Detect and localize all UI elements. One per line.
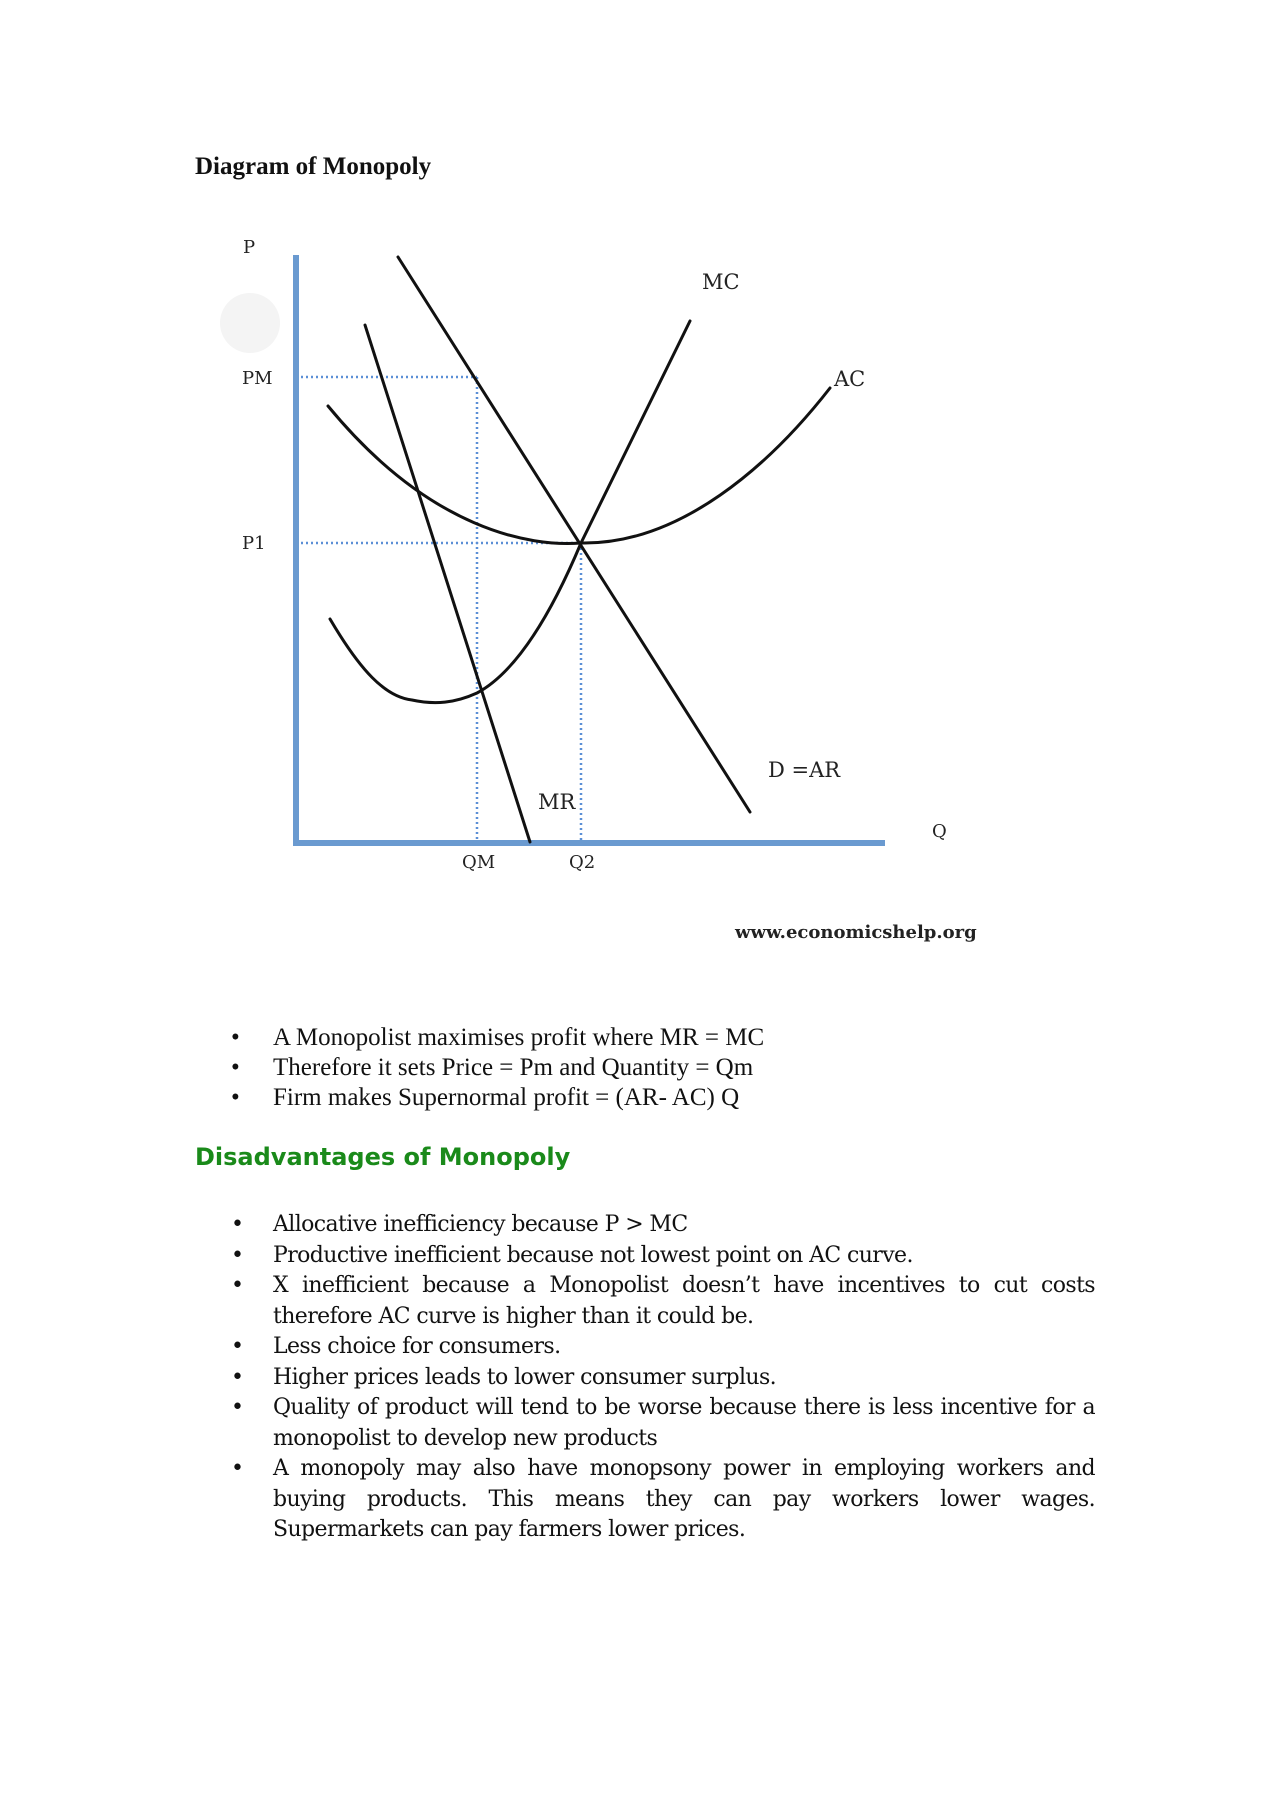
disadvantages-bullet-list [195, 1210, 1095, 1546]
mr-curve [365, 325, 530, 842]
list-item: • Therefore it sets Price = Pm and Quantity = Qm [231, 1054, 754, 1081]
mc-label: MC [702, 270, 740, 294]
document-title: Diagram of Monopoly [195, 153, 432, 180]
demand-ar-label: D =AR [768, 758, 841, 782]
p1-label: P1 [242, 533, 266, 554]
list-item: • A monopoly may also have monopsony power in employing workers and buying products. This means they can pay workers lower wages. Supermarkets can pay farmers lower prices. [231, 1456, 1095, 1542]
list-item: • X inefficient because a Monopolist doesn’t have incentives to cut costs therefore AC curve is higher than it could be. [231, 1273, 1095, 1329]
list-item: • Quality of product will tend to be worse because there is less incentive for a monopolist to develop new products [231, 1395, 1095, 1451]
list-item: • Firm makes Supernormal profit = (AR- AC) Q [231, 1084, 740, 1111]
list-item: • Higher prices leads to lower consumer surplus. [231, 1364, 777, 1390]
qm-label: QM [462, 852, 496, 873]
y-axis-label: P [243, 237, 256, 258]
profit-bullet-list [195, 1023, 955, 1113]
ac-label: AC [834, 367, 866, 391]
demand-ar-curve [398, 257, 750, 812]
x-axis-label: Q [932, 821, 947, 842]
monopoly-diagram [200, 225, 1000, 985]
ac-curve [328, 388, 830, 544]
mr-label: MR [538, 790, 576, 814]
source-watermark: www.economicshelp.org [735, 922, 977, 943]
disadvantages-heading: Disadvantages of Monopoly [195, 1143, 571, 1171]
q2-label: Q2 [569, 852, 596, 873]
list-item: • Less choice for consumers. [231, 1334, 561, 1359]
pm-label: PM [242, 368, 273, 389]
mc-curve [330, 321, 690, 703]
list-item: • A Monopolist maximises profit where MR = MC [231, 1024, 765, 1051]
list-item: • Productive inefficient because not lowest point on AC curve. [231, 1242, 913, 1268]
background-circle [220, 293, 280, 353]
list-item: • Allocative inefficiency because P > MC [231, 1212, 688, 1237]
